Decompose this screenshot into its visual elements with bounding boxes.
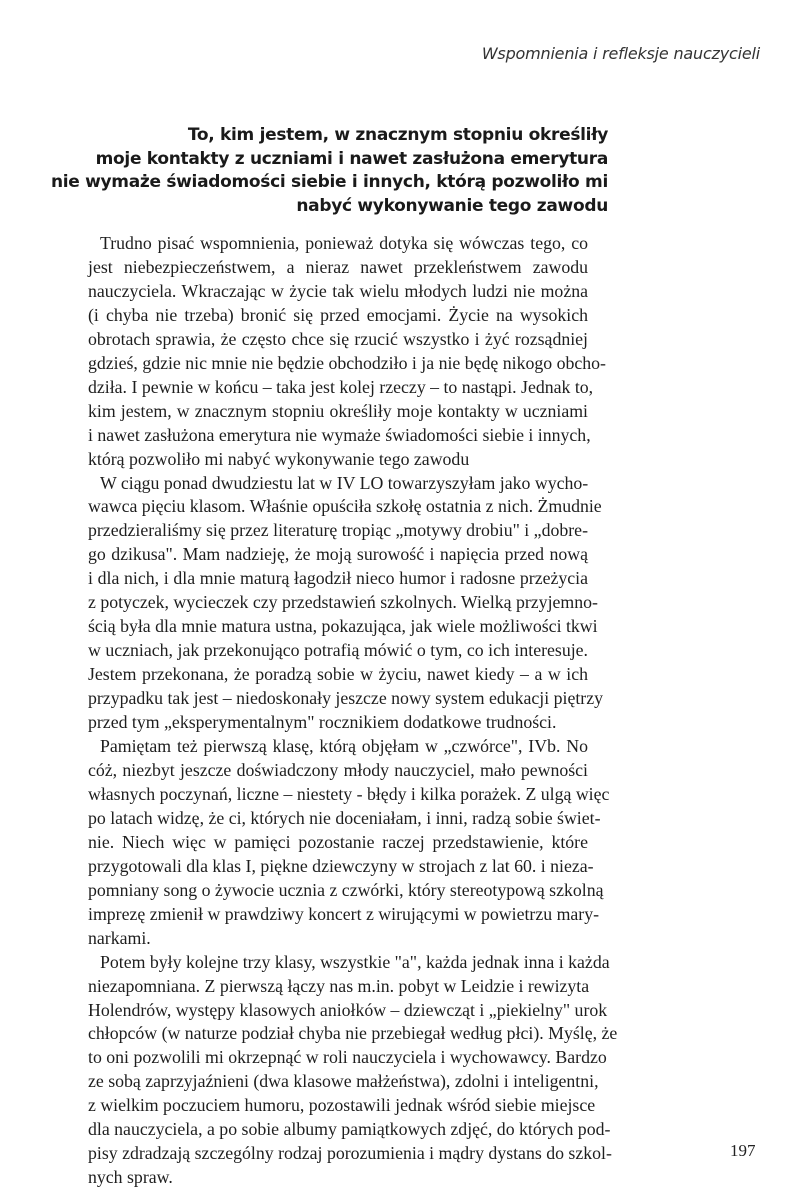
page-number: 197	[730, 1141, 756, 1160]
text-line: nych spraw.	[88, 1167, 173, 1188]
text-line: ścią była dla mnie matura ustna, pokazująca, jak wiele możliwości tkwi	[88, 616, 598, 637]
text-line: nie. Niech więc w pamięci pozostanie raczej przedstawienie, które	[88, 831, 588, 852]
text-line: i nawet zasłużona emerytura nie wymaże świadomości siebie i innych,	[88, 424, 591, 445]
running-header: Wspomnienia i refleksje nauczycieli	[481, 44, 760, 63]
text-line: pomniany song o żywocie ucznia z czwórki, który stereotypową szkolną	[88, 879, 604, 900]
text-line: W ciągu ponad dwudziestu lat w IV LO towarzyszyłam jako wycho-	[100, 472, 589, 493]
text-line: Holendrów, występy klasowych aniołków – dziewcząt i „piekielny" urok	[88, 999, 608, 1020]
text-line: niezapomniana. Z pierwszą łączy nas m.in. pobyt w Leidzie i rewizyta	[88, 975, 590, 996]
title-line: nabyć wykonywanie tego zawodu	[296, 195, 608, 216]
text-line: przed tym „eksperymentalnym" rocznikiem dodatkowe trudności.	[88, 712, 557, 733]
text-line: kim jestem, w znacznym stopniu określiły moje kontakty w uczniami	[88, 400, 588, 421]
text-line: z wielkim poczuciem humoru, pozostawili jednak wśród siebie miejsce	[88, 1095, 596, 1116]
text-line: przedzieraliśmy się przez literaturę tropiąc „motywy drobiu" i „dobre-	[88, 520, 588, 541]
text-line: go dzikusa". Mam nadzieję, że moją surowość i napięcia przed nową	[88, 544, 588, 565]
text-line: wawca pięciu klasom. Właśnie opuściła szkołę ostatnia z nich. Żmudnie	[88, 496, 602, 517]
text-line: Trudno pisać wspomnienia, ponieważ dotyka się wówczas tego, co	[100, 233, 588, 253]
text-line: obrotach sprawia, że często chce się rzucić wszystko i żyć rozsądniej	[88, 328, 588, 349]
section-title	[48, 124, 608, 218]
text-line: pisy zdradzają szczególny rodzaj porozumienia i mądry dystans do szkol-	[88, 1143, 612, 1164]
body-text	[88, 232, 618, 1190]
text-line: nauczyciela. Wkraczając w życie tak wielu młodych ludzi nie można	[88, 280, 588, 301]
title-line: nie wymaże świadomości siebie i innych, którą pozwoliło mi	[50, 172, 608, 192]
text-line: którą pozwoliło mi nabyć wykonywanie tego zawodu	[88, 448, 470, 469]
text-line: własnych poczynań, liczne – niestety - błędy i kilka porażek. Z ulgą więc	[88, 783, 610, 804]
text-line: przypadku tak jest – niedoskonały jeszcze nowy system edukacji piętrzy	[88, 688, 604, 709]
text-line: chłopców (w naturze podział chyba nie przebiegał według płci). Myślę, że	[88, 1023, 618, 1044]
title-line: moje kontakty z uczniami i nawet zasłużona emerytura	[95, 148, 608, 169]
text-line: jest niebezpieczeństwem, a nieraz nawet przekleństwem zawodu	[88, 256, 588, 277]
text-line: narkami.	[88, 927, 151, 948]
text-line: dziła. I pewnie w końcu – taka jest kolej rzeczy – to nastąpi. Jednak to,	[88, 376, 594, 397]
text-line: gdzieś, gdzie nic mnie nie będzie obchodziło i ja nie będę nikogo obcho-	[88, 352, 606, 373]
text-line: i dla nich, i dla mnie maturą łagodził nieco humor i radosne przeżycia	[88, 568, 588, 589]
text-line: to oni pozwolili mi okrzepnąć w roli nauczyciela i wychowawcy. Bardzo	[88, 1047, 607, 1068]
text-line: Pamiętam też pierwszą klasę, którą objęłam w „czwórce", IVb. No	[100, 736, 588, 757]
text-line: imprezę zmienił w prawdziwy koncert z wirującymi w powietrzu mary-	[88, 903, 600, 924]
text-line: po latach widzę, że ci, których nie doceniałam, i inni, radzą sobie świet-	[88, 807, 601, 828]
text-line: Jestem przekonana, że poradzą sobie w życiu, nawet kiedy – a w ich	[88, 664, 588, 685]
title-line: To, kim jestem, w znacznym stopniu określiły	[187, 125, 608, 145]
text-line: Potem były kolejne trzy klasy, wszystkie "a", każda jednak inna i każda	[100, 951, 610, 972]
text-line: przygotowali dla klas I, piękne dziewczyny w strojach z lat 60. i nieza-	[88, 855, 594, 876]
text-line: dla nauczyciela, a po sobie albumy pamiątkowych zdjęć, do których pod-	[88, 1119, 611, 1140]
text-line: cóż, niezbyt jeszcze doświadczony młody nauczyciel, mało pewności	[88, 759, 588, 780]
text-line: w uczniach, jak przekonująco potrafią mówić o tym, co ich interesuje.	[88, 640, 588, 661]
text-line: (i chyba nie trzeba) bronić się przed emocjami. Życie na wysokich	[88, 304, 588, 325]
text-line: ze sobą zaprzyjaźnieni (dwa klasowe małżeństwa), zdolni i inteligentni,	[88, 1071, 599, 1092]
text-line: z potyczek, wycieczek czy przedstawień szkolnych. Wielką przyjemno-	[88, 592, 598, 613]
